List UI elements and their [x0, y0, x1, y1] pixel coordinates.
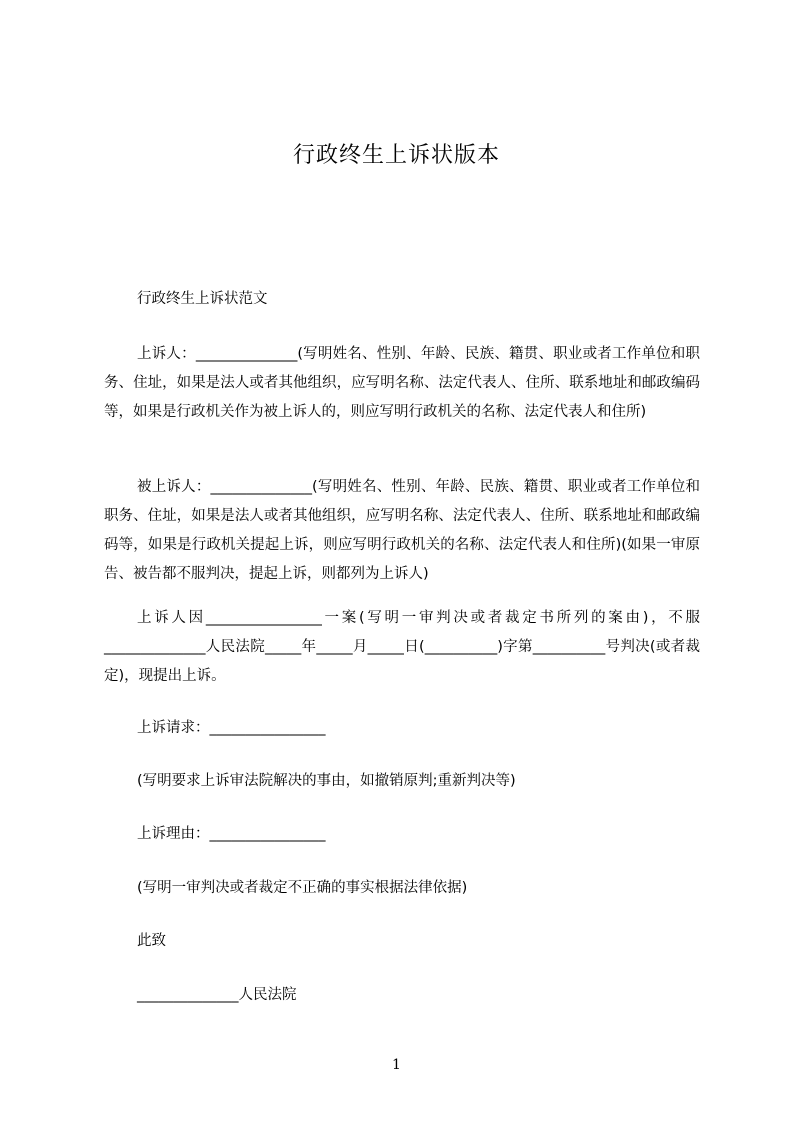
- document-subtitle: 行政终生上诉状范文: [137, 291, 268, 307]
- page-number: 1: [392, 1057, 401, 1073]
- appeal-reason-note: (写明一审判决或者裁定不正确的事实根据法律依据): [137, 880, 468, 896]
- court-line: ______________人民法院: [137, 987, 297, 1003]
- appeal-reason-line: 上诉理由：________________: [137, 826, 326, 842]
- appeal-request-line: 上诉请求：________________: [137, 720, 326, 736]
- salutation: 此致: [137, 933, 166, 949]
- case-paragraph: 上诉人因________________一案(写明一审判决或者裁定书所列的案由)，不服______________人民法院_____年_____月_____日(__________)字第__________号判决(或者裁定)，现提出上诉。: [104, 610, 700, 684]
- document-title: 行政终生上诉状版本: [292, 143, 500, 168]
- appellee-paragraph: 被上诉人：______________(写明姓名、性别、年龄、民族、籍贯、职业或者工作单位和职务、住址，如果是法人或者其他组织，应写明名称、法定代表人、住所、联系地址和邮政编码等，如果是行政机关提起上诉，则应写明行政机关的名称、法定代表人和住所)(如果一审原告、被告都不服判决，提起上诉，则都列为上诉人): [104, 479, 700, 582]
- appellant-paragraph: 上诉人：______________(写明姓名、性别、年龄、民族、籍贯、职业或者工作单位和职务、住址，如果是法人或者其他组织，应写明名称、法定代表人、住所、联系地址和邮政编码等，如果是行政机关作为被上诉人的，则应写明行政机关的名称、法定代表人和住所): [104, 346, 700, 420]
- appeal-request-note: (写明要求上诉审法院解决的事由，如撤销原判;重新判决等): [137, 773, 516, 789]
